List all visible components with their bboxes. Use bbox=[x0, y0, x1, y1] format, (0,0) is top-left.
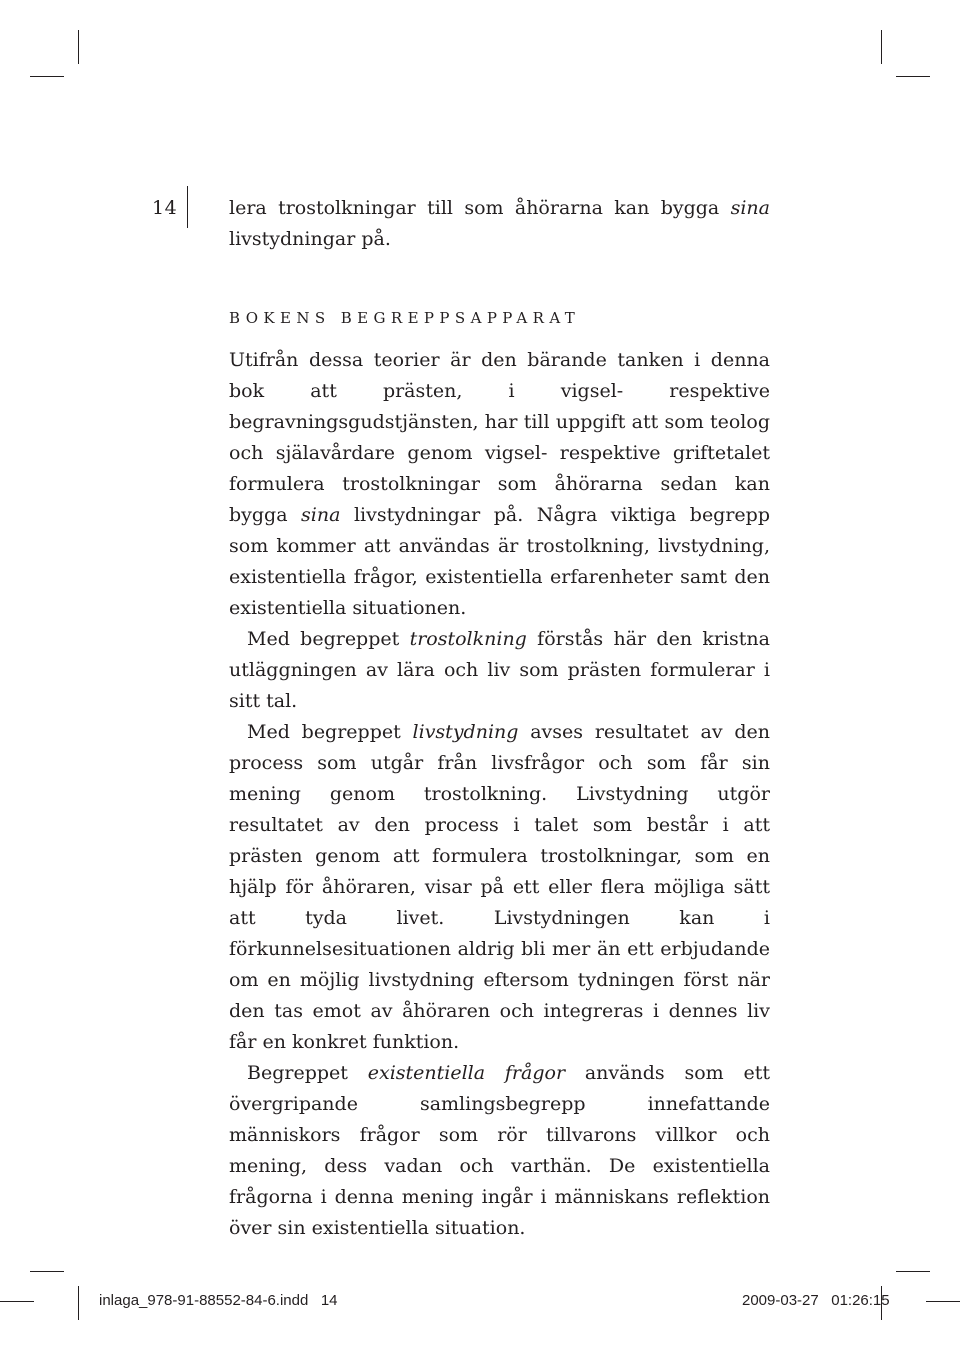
text-run: förstås här den kristna utläggningen av lära och liv som prästen formulerar i sitt tal. bbox=[229, 628, 770, 712]
paragraph bbox=[229, 717, 770, 1058]
text-run: lera trostolkningar till som åhörarna kan bygga bbox=[229, 197, 731, 219]
emphasis: trostolkning bbox=[409, 628, 527, 650]
text-run: avses resultatet av den process som utgår från livsfrågor och som får sin mening genom trostolkning. Livstydning utgör resultatet av den process i talet som består i att prästen genom att formulera trostolkningar, som en hjälp för åhöraren, visar på ett eller flera möjliga sätt att tyda livet. Livstydningen kan i förkunnelsesituationen aldrig bli mer än ett erbjudande om en möjlig livstydning eftersom tydningen först när den tas emot av åhöraren och integreras i dennes liv får en konkret funktion. bbox=[229, 721, 770, 1053]
crop-mark bbox=[78, 30, 79, 64]
emphasis: sina bbox=[301, 504, 341, 526]
emphasis: existentiella frågor bbox=[367, 1062, 566, 1084]
crop-mark bbox=[30, 76, 64, 77]
text-run: Med begreppet bbox=[247, 628, 410, 650]
slug-filename: inlaga_978-91-88552-84-6.indd 14 bbox=[99, 1292, 338, 1309]
page-number-rule bbox=[187, 186, 188, 228]
section-heading: BOKENS BEGREPPSAPPARAT bbox=[229, 309, 581, 327]
page-number: 14 bbox=[152, 197, 178, 219]
text-run: livstydningar på. bbox=[229, 228, 391, 250]
crop-mark bbox=[896, 1271, 930, 1272]
slug-timestamp: 2009-03-27 01:26:15 bbox=[742, 1292, 890, 1309]
text-run: Utifrån dessa teorier är den bärande tanken i denna bok att prästen, i vigsel- respektive begravningsgudstjänsten, har till uppgift att som teolog och själavårdare genom vigsel- respektive griftetalet formulera trostolkningar som åhörarna sedan kan bygga bbox=[229, 349, 770, 526]
emphasis: sina bbox=[730, 197, 770, 219]
crop-mark bbox=[30, 1271, 64, 1272]
crop-mark bbox=[0, 1301, 34, 1302]
crop-mark bbox=[926, 1301, 960, 1302]
continued-paragraph bbox=[229, 193, 770, 255]
body-text bbox=[229, 345, 770, 1244]
paragraph bbox=[229, 345, 770, 624]
crop-mark bbox=[78, 1286, 79, 1320]
paragraph bbox=[229, 1058, 770, 1244]
emphasis: livstydning bbox=[412, 721, 519, 743]
crop-mark bbox=[881, 30, 882, 64]
text-run: Med begreppet bbox=[247, 721, 413, 743]
crop-mark bbox=[896, 76, 930, 77]
text-run: Begreppet bbox=[247, 1062, 368, 1084]
text-run: livstydningar på. Några viktiga begrepp som kommer att användas är trostolkning, livstydning, existentiella frågor, existentiella erfarenheter samt den existentiella situationen. bbox=[229, 504, 770, 619]
text-run: används som ett övergripande samlingsbegrepp innefattande människors frågor som rör tillvarons villkor och mening, dess vadan och varthän. De existentiella frågorna i denna mening ingår i människans reflektion över sin existentiella situation. bbox=[229, 1062, 770, 1239]
paragraph bbox=[229, 624, 770, 717]
